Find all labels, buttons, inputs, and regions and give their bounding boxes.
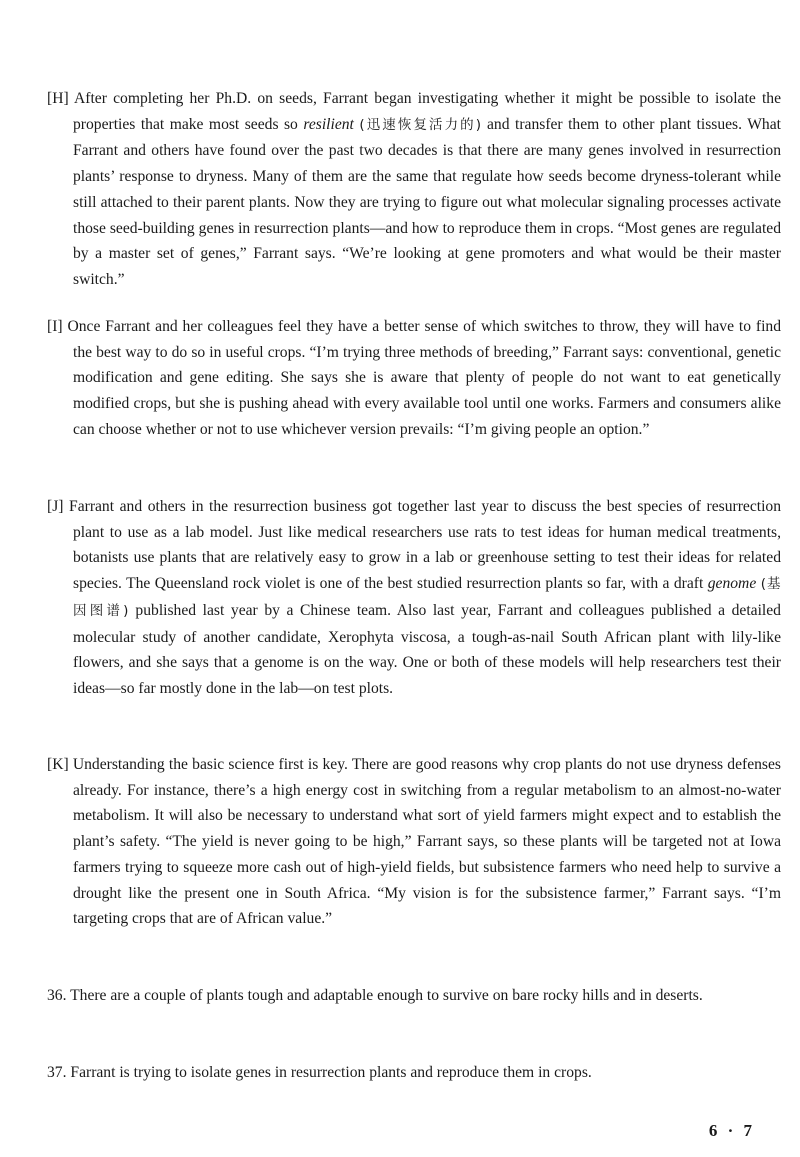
paragraph-label: [K] — [47, 756, 69, 773]
paragraph-j — [47, 494, 781, 702]
question-number: 36. — [47, 987, 67, 1004]
paragraph-h — [47, 86, 781, 293]
chinese-gloss: (基因图谱) — [73, 576, 781, 619]
paragraph-label: [J] — [47, 498, 64, 515]
glossed-term: resilient — [303, 115, 354, 133]
paragraph-text: published last year by a Chinese team. Also last year, Farrant and colleagues published a detailed molecular study of another candidate, Xerophyta viscosa, a tough-as-nail South African plant with lily-like flowers, and she says that a genome is on the way. One or both of these models will help researchers test their ideas—so far mostly done in the lab—on test plots. — [73, 601, 781, 697]
paragraph-text: Once Farrant and her colleagues feel they have a better sense of which switches to throw, they will have to find the best way to do so in useful crops. “I’m trying three methods of breeding,” Farrant says: conventional, genetic modification and gene editing. She says she is aware that plenty of people do not want to eat genetically modified crops, but she is pushing ahead with every available tool until one works. Farmers and consumers alike can choose whether or not to use whichever version prevails: “I’m giving people an option.” — [67, 318, 782, 438]
paragraph-i — [47, 314, 781, 443]
glossed-term: genome — [707, 575, 757, 593]
paragraph-k — [47, 752, 781, 932]
page-number: 6 · 7 — [708, 1121, 752, 1140]
paragraph-text: After completing her Ph.D. on seeds, Farrant began investigating whether it might be possible to isolate the properties that make most seeds so — [73, 90, 781, 133]
paragraph-label: [I] — [47, 318, 63, 335]
paragraph-text: and transfer them to other plant tissues. What Farrant and others have found over the past two decades is that there are many genes involved in resurrection plants’ response to dryness. Many of them are the same that regulate how seeds become dryness-tolerant while still attached to their parent plants. Now they are trying to figure out what molecular signaling processes activate those seed-building genes in resurrection plants—and how to reproduce them in crops. “Most genes are regulated by a master set of genes,” Farrant says. “We’re looking at gene promoters and what would be their master switch.” — [73, 115, 781, 288]
question-number: 37. — [47, 1064, 67, 1081]
paragraph-text: Farrant and others in the resurrection business got together last year to discuss the best species of resurrection plant to use as a lab model. Just like medical researchers use rats to test ideas for human medical treatments, botanists use plants that are relatively easy to grow in a lab or greenhouse setting to test their ideas for related species. The Queensland rock violet is one of the best studied resurrection plants so far, with a draft — [69, 498, 781, 593]
question-text: Farrant is trying to isolate genes in resurrection plants and reproduce them in crops. — [70, 1064, 592, 1081]
paragraph-label: [H] — [47, 90, 69, 107]
question-36 — [47, 983, 781, 1009]
question-37 — [47, 1060, 781, 1086]
paragraph-text: Understanding the basic science first is key. There are good reasons why crop plants do not use dryness defenses already. For instance, there’s a high energy cost in switching from a regular metabolism to an almost-no-water metabolism. It will also be necessary to understand what sort of yield farmers might expect and to establish the plant’s safety. “The yield is never going to be high,” Farrant says, so these plants will be targeted not at Iowa farmers trying to squeeze more cash out of high-yield fields, but subsistence farmers who need help to survive a drought like the present one in South Africa. “My vision is for the subsistence farmer,” Farrant says. “I’m targeting crops that are of African value.” — [72, 756, 781, 928]
question-text: There are a couple of plants tough and adaptable enough to survive on bare rocky hills and in deserts. — [70, 987, 703, 1004]
chinese-gloss: (迅速恢复活力的) — [359, 116, 482, 133]
